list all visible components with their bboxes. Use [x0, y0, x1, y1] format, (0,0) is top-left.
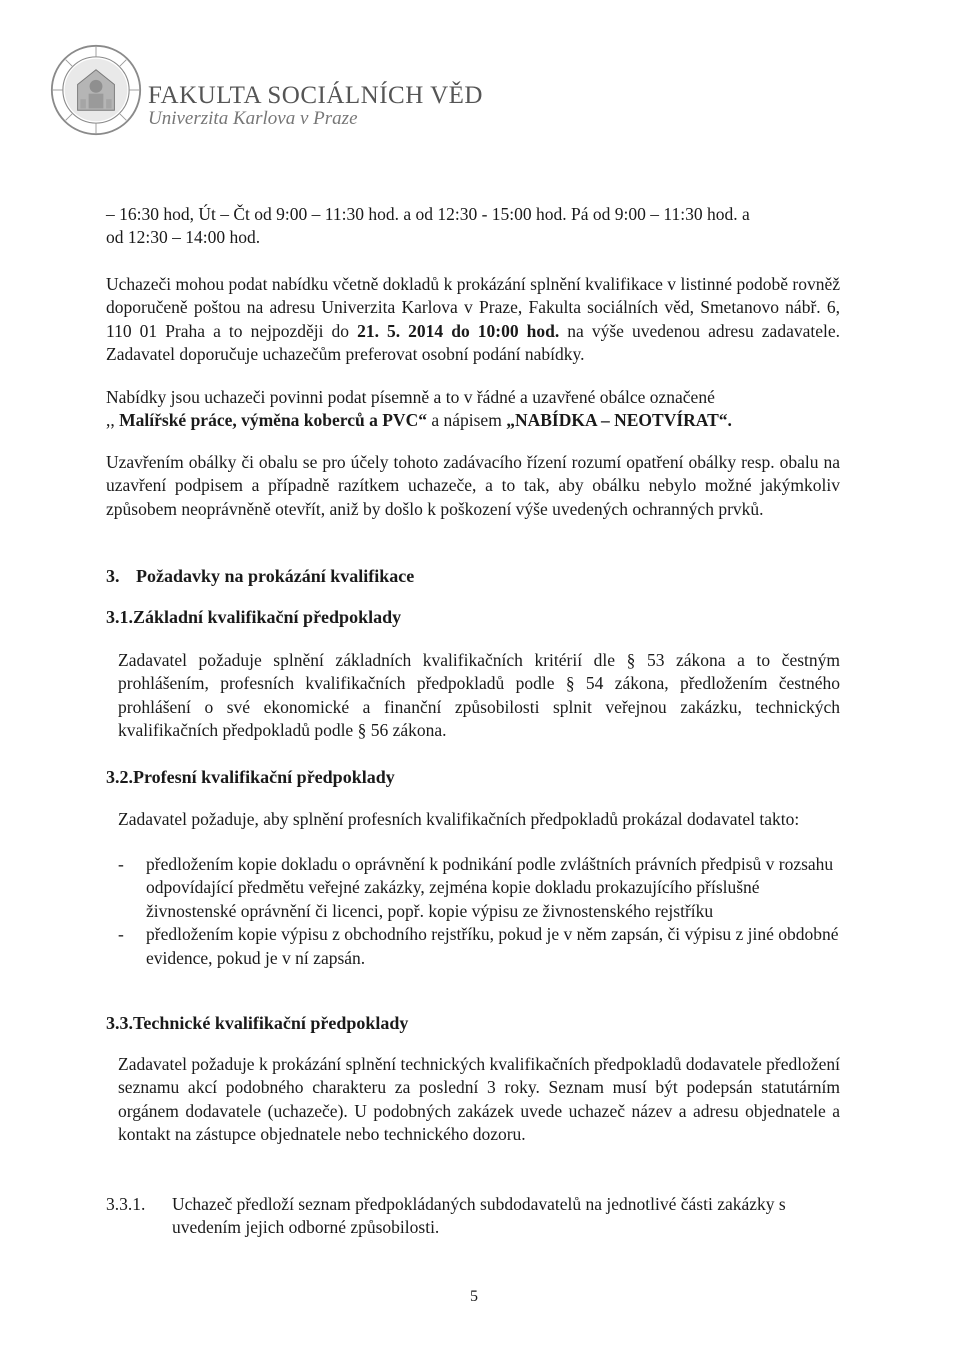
list-item: - předložením kopie výpisu z obchodního rejstříku, pokud je v něm zapsán, či výpisu z jiné obdobné evidence, pokud je v ní zapsán. [118, 924, 839, 968]
section-3-3-heading: 3.3.Technické kvalifikační předpoklady [106, 1013, 409, 1033]
office-hours-line-2: od 12:30 – 14:00 hod. [106, 227, 261, 248]
envelope-text-1: Nabídky jsou uchazeči povinni podat písemně a to v řádné a uzavřené obálce označené [106, 387, 715, 407]
section-3-1-text: Zadavatel požaduje splnění základních kvalifikačních kritérií dle § 53 zákona a to čestným prohlášením, profesních kvalifikačních předpokladů podle § 54 zákona, předložením čestného prohlášení o své ekonomické a finanční způsobilosti splnit veřejnou zakázku, technických kvalifikačních předpokladů podle § 56 zákona. [118, 650, 840, 741]
university-seal-logo [50, 44, 142, 136]
section-3-title: Požadavky na prokázání kvalifikace [136, 566, 415, 586]
section-3-3-1-text: Uchazeč předloží seznam předpokládaných subdodavatelů na jednotlivé části zakázky s uvedením jejich odborné způsobilosti. [172, 1194, 786, 1238]
envelope-label: „NABÍDKA – NEOTVÍRAT“. [506, 410, 732, 431]
section-3-number: 3. [106, 566, 120, 586]
envelope-text-2: a nápisem [426, 410, 507, 431]
section-3-2-heading: 3.2.Profesní kvalifikační předpoklady [106, 767, 395, 787]
envelope-line-2 [106, 409, 840, 432]
section-3-3-text: Zadavatel požaduje k prokázání splnění technických kvalifikačních předpokladů dodavatele předložení seznamu akcí podobného charakteru za poslední 3 roky. Seznam musí být podepsán statutárním orgánem dodavatele (uchazeče). U podobných zakázek uvede uchazeč název a adresu objednatele a kontakt na zástupce objednatele nebo technického dozoru. [118, 1054, 840, 1145]
envelope-quote-close: “ [418, 410, 427, 431]
list-item-text: předložením kopie dokladu o oprávnění k podnikání podle zvláštních právních předpisů v rozsahu odpovídající předmětu veřejné zakázky, zejména kopie dokladu prokazujícího příslušné živnostenské oprávnění či licenci, popř. kopie výpisu ze živnostenského rejstříku [146, 854, 834, 921]
page-number: 5 [470, 1288, 478, 1305]
faculty-name: FAKULTA SOCIÁLNÍCH VĚD [148, 82, 483, 109]
list-item: - předložením kopie dokladu o oprávnění k podnikání podle zvláštních právních předpisů v rozsahu odpovídající předmětu veřejné zakázky, zejména kopie dokladu prokazujícího příslušné živnostenské oprávnění či licenci, popř. kopie výpisu ze živnostenského rejstříku [118, 854, 834, 921]
office-hours-paragraph [106, 203, 840, 250]
office-hours-line-1: – 16:30 hod, Út – Čt od 9:00 – 11:30 hod. a od 12:30 - 15:00 hod. Pá od 9:00 – 11:30 hod. a [106, 204, 750, 224]
envelope-title: Malířské práce, výměna koberců a PVC [119, 410, 419, 431]
list-item-text: předložením kopie výpisu z obchodního rejstříku, pokud je v něm zapsán, či výpisu z jiné obdobné evidence, pokud je v ní zapsán. [146, 924, 839, 968]
submission-text-2: na výše uvedenou adresu zadavatele. Zadavatel doporučuje uchazečům preferovat osobní podání nabídky. [106, 320, 840, 365]
closure-paragraph: Uzavřením obálky či obalu se pro účely tohoto zadávacího řízení rozumí opatření obálky resp. obalu na uzavření podpisem a případně razítkem uchazeče, a to tak, aby obálku nebylo možné jakýmkoliv způsobem neoprávněně otevřít, aniž by došlo k poškození výše uvedených ochranných prvků. [106, 452, 840, 519]
envelope-paragraph [106, 386, 840, 433]
section-3-3-1-number: 3.3.1. [106, 1194, 146, 1214]
submission-text-1: Uchazeči mohou podat nabídku včetně dokladů k prokázání splnění kvalifikace v listinné podobě rovněž doporučeně poštou na adresu Univerzita Karlova v Praze, Fakulta sociálních věd, Smetanovo nábř. 6, 110 01 Praha a to nejpozději do [106, 274, 840, 341]
university-name: Univerzita Karlova v Praze [148, 108, 358, 129]
submission-paragraph [106, 273, 840, 367]
section-3-1-heading: 3.1.Základní kvalifikační předpoklady [106, 607, 402, 627]
envelope-quote-open: ,, [106, 410, 120, 431]
section-3-2-list [118, 853, 840, 970]
section-3-2-intro: Zadavatel požaduje, aby splnění profesních kvalifikačních předpokladů prokázal dodavatel takto: [118, 809, 800, 829]
submission-deadline: 21. 5. 2014 do 10:00 hod. [357, 320, 560, 341]
section-3-3-1 [106, 1193, 840, 1240]
